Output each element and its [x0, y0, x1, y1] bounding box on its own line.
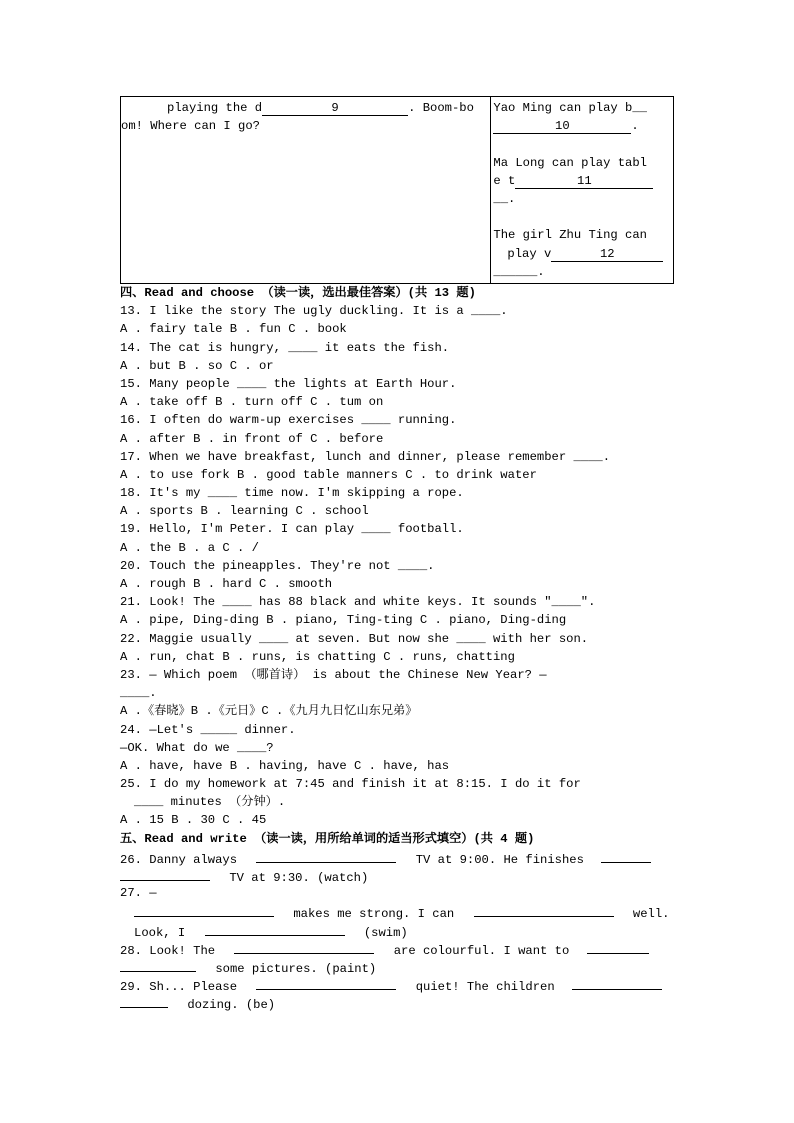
question-14: 14. The cat is hungry, ____ it eats the fish.	[120, 340, 450, 355]
right-ma-line-3: __.	[493, 191, 516, 206]
question-25-cont: ____ minutes （分钟）.	[134, 795, 286, 810]
options-19: A . the B . a C . /	[120, 540, 259, 555]
blank-11[interactable]: 11	[515, 174, 653, 189]
q28-text-b: are colourful. I want to	[393, 943, 570, 958]
q27-text-e: (swim)	[363, 925, 408, 940]
question-26-cont	[120, 866, 674, 884]
right-girl-line-2	[493, 245, 672, 263]
options-16: A . after B . in front of C . before	[120, 431, 384, 446]
left-line-1-end: . Boom-bo	[408, 101, 474, 115]
question-19: 19. Hello, I'm Peter. I can play ____ football.	[120, 522, 464, 537]
section4-questions	[120, 302, 674, 829]
question-22: 22. Maggie usually ____ at seven. But now she ____ with her son.	[120, 631, 589, 646]
right-ma-line-2	[493, 172, 672, 190]
q27-text-b: makes me strong. I can	[293, 907, 455, 922]
answer-blank-28b-start[interactable]	[587, 939, 649, 954]
blank-9[interactable]: 9	[262, 101, 408, 116]
question-21: 21. Look! The ____ has 88 black and white keys. It sounds "____".	[120, 595, 596, 610]
left-line-1-text: playing the d	[167, 101, 263, 115]
question-25: 25. I do my homework at 7:45 and finish it at 8:15. I do it for	[120, 777, 581, 792]
answer-blank-29b-start[interactable]	[572, 975, 662, 990]
q27-text-d: Look, I	[134, 925, 186, 940]
options-15: A . take off B . turn off C . tum on	[120, 395, 384, 410]
question-18: 18. It's my ____ time now. I'm skipping a rope.	[120, 486, 464, 501]
section4-heading: 四、Read and choose （读一读，选出最佳答案）(共 13 题)	[120, 286, 476, 300]
options-14: A . but B . so C . or	[120, 358, 274, 373]
right-ma-text: e t	[493, 173, 516, 188]
options-20: A . rough B . hard C . smooth	[120, 577, 333, 591]
question-27: 27. —	[120, 886, 157, 901]
right-girl-line-3: ______.	[493, 264, 545, 279]
q27-text-c: well.	[632, 907, 670, 922]
options-13: A . fairy tale B . fun C . book	[120, 322, 347, 337]
answer-blank-26a[interactable]	[256, 848, 396, 863]
question-13: 13. I like the story The ugly duckling. It is a ____.	[120, 304, 508, 319]
right-girl-line: The girl Zhu Ting can	[493, 228, 647, 243]
q29-text-b: quiet! The children	[415, 980, 555, 995]
sports-table	[120, 96, 674, 284]
q26-text-c: TV at 9:30. (watch)	[229, 871, 369, 885]
left-line-1	[121, 99, 490, 117]
answer-blank-27c[interactable]	[205, 921, 345, 936]
q29-text-a: 29. Sh... Please	[120, 980, 238, 995]
question-24: 24. —Let's _____ dinner.	[120, 722, 296, 737]
question-20: 20. Touch the pineapples. They're not ____.	[120, 558, 435, 573]
answer-blank-27a[interactable]	[134, 902, 274, 917]
question-28	[120, 939, 674, 957]
answer-blank-26b-start[interactable]	[601, 848, 651, 863]
options-17: A . to use fork B . good table manners C . to drink water	[120, 467, 537, 482]
right-yao-line: Yao Ming can play b__	[493, 101, 647, 115]
answer-blank-28b[interactable]	[120, 957, 196, 972]
answer-blank-29a[interactable]	[256, 975, 396, 990]
options-18: A . sports B . learning C . school	[120, 504, 369, 519]
right-yao-line-2	[493, 117, 672, 135]
answer-blank-29b[interactable]	[120, 993, 168, 1008]
left-line-2: om! Where can I go?	[121, 119, 260, 134]
table-cell-right	[491, 97, 674, 284]
question-17: 17. When we have breakfast, lunch and dinner, please remember ____.	[120, 449, 611, 464]
question-28-cont	[120, 957, 674, 975]
section5-heading: 五、Read and write （读一读，用所给单词的适当形式填空）(共 4 题)	[120, 831, 535, 846]
section5-questions	[120, 848, 674, 1012]
question-29-cont	[120, 993, 674, 1011]
question-15: 15. Many people ____ the lights at Earth Hour.	[120, 376, 457, 391]
options-25: A . 15 B . 30 C . 45	[120, 813, 267, 828]
right-girl-text: play v	[507, 246, 552, 261]
q29-text-c: dozing. (be)	[187, 998, 276, 1013]
q28-text-c: some pictures. (paint)	[215, 961, 377, 976]
worksheet-page	[120, 96, 674, 1012]
question-24-cont: —OK. What do we ____?	[120, 740, 274, 755]
q26-text-a: 26. Danny always	[120, 852, 238, 867]
q28-text-a: 28. Look! The	[120, 943, 216, 958]
question-26	[120, 848, 674, 866]
question-29	[120, 975, 674, 993]
question-23: 23. — Which poem （哪首诗） is about the Chinese New Year? —	[120, 667, 547, 682]
question-27-cont	[120, 902, 674, 920]
answer-blank-27b[interactable]	[474, 902, 614, 917]
answer-blank-26b[interactable]	[120, 866, 210, 881]
options-24: A . have, have B . having, have C . have, has	[120, 758, 450, 773]
options-23: A .《春晓》B .《元日》C .《九月九日忆山东兄弟》	[120, 704, 418, 719]
right-ma-line: Ma Long can play tabl	[493, 155, 647, 170]
answer-blank-28a[interactable]	[234, 939, 374, 954]
right-yao-end: .	[631, 119, 639, 134]
blank-12[interactable]: 12	[551, 247, 663, 262]
options-22: A . run, chat B . runs, is chatting C . runs, chatting	[120, 649, 515, 664]
table-cell-left	[121, 97, 491, 284]
question-16: 16. I often do warm-up exercises ____ running.	[120, 413, 457, 428]
blank-10[interactable]: 10	[493, 119, 631, 134]
question-23-cont: ____.	[120, 686, 157, 701]
q26-text-b: TV at 9:00. He finishes	[415, 852, 584, 867]
options-21: A . pipe, Ding-ding B . piano, Ting-ting C . piano, Ding-ding	[120, 613, 567, 628]
question-27-cont-2	[120, 921, 674, 939]
